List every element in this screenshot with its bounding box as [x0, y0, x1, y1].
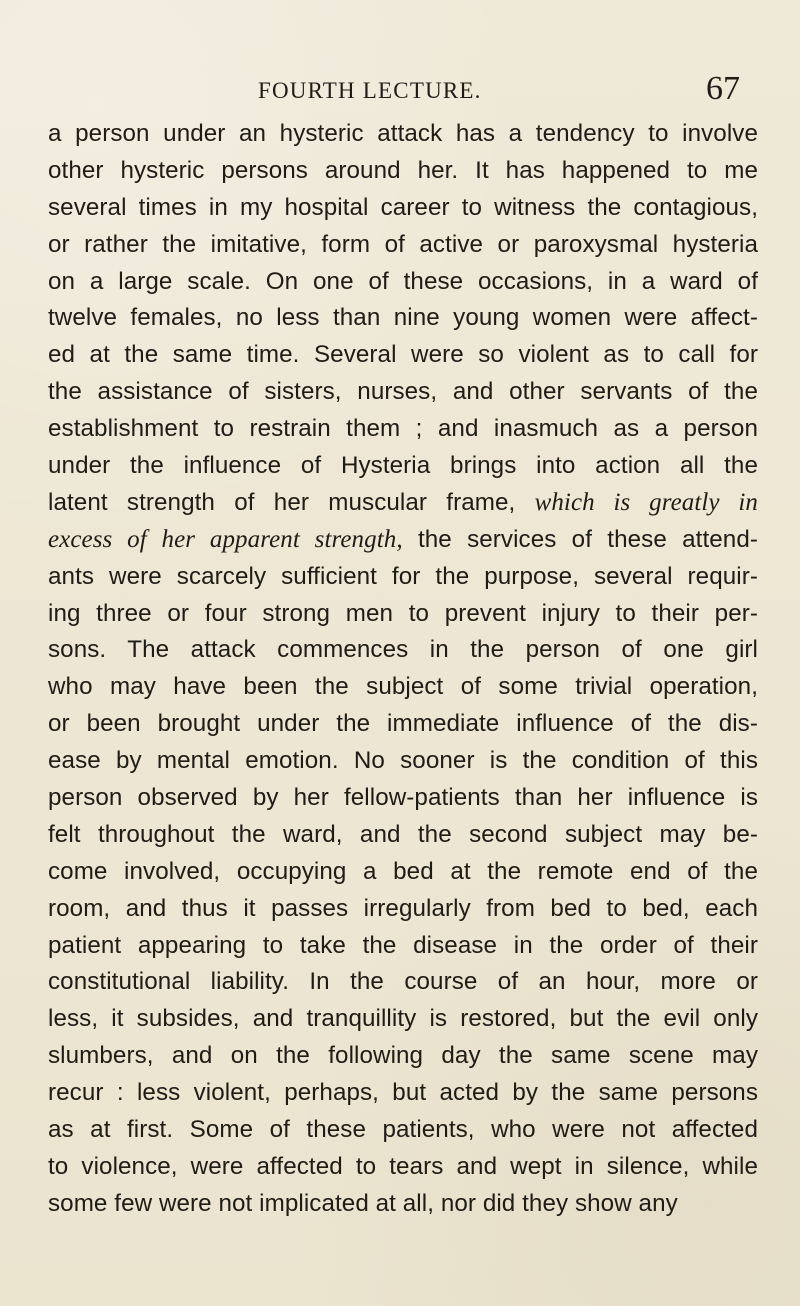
text-line-12: [48, 522, 758, 559]
text-line-9: establishment to restrain them ; and inasmuch as a person: [48, 415, 758, 443]
text-line-17: or been brought under the immediate influence of the dis-: [48, 710, 758, 738]
text-line-15: sons. The attack commences in the person of one girl: [48, 636, 758, 664]
text-line-6: twelve females, no less than nine young women were affect-: [48, 304, 758, 332]
text-line-11-italic: which is greatly in: [534, 488, 758, 516]
text-line-11: [48, 485, 758, 522]
text-line-16: who may have been the subject of some trivial operation,: [48, 673, 758, 701]
text-line-27: recur : less violent, perhaps, but acted by the same persons: [48, 1079, 758, 1107]
text-line-20: felt throughout the ward, and the second subject may be-: [48, 820, 758, 848]
text-line-22: room, and thus it passes irregularly from bed to bed, each: [48, 894, 758, 922]
text-line-4: or rather the imitative, form of active or paroxysmal hysteria: [48, 230, 758, 258]
text-line-12-italic: excess of her apparent strength,: [48, 525, 403, 553]
page-number: 67: [706, 70, 740, 107]
text-line-29: to violence, were affected to tears and wept in silence, while: [48, 1152, 758, 1180]
text-line-10: under the influence of Hysteria brings into action all the: [48, 452, 758, 480]
text-line-8: the assistance of sisters, nurses, and other servants of the: [48, 378, 758, 406]
text-line-30: some few were not implicated at all, nor did they show any: [48, 1189, 678, 1217]
text-line-21: come involved, occupying a bed at the remote end of the: [48, 857, 758, 885]
chapter-title: FOURTH LECTURE.: [258, 78, 482, 103]
text-line-19: person observed by her fellow-patients than her influence is: [48, 784, 758, 812]
text-line-13: ants were scarcely sufficient for the purpose, several requir-: [48, 562, 758, 590]
text-line-18: ease by mental emotion. No sooner is the condition of this: [48, 747, 758, 775]
text-line-12-roman: the services of these attend-: [417, 525, 758, 553]
body-text: [48, 116, 758, 1223]
running-header: [0, 70, 800, 114]
text-line-11-roman: latent strength of her muscular frame,: [48, 488, 516, 516]
text-line-3: several times in my hospital career to witness the contagious,: [48, 193, 758, 221]
text-line-24: constitutional liability. In the course of an hour, more or: [48, 968, 758, 996]
text-line-14: ing three or four strong men to prevent injury to their per-: [48, 599, 758, 627]
text-line-5: on a large scale. On one of these occasions, in a ward of: [48, 267, 758, 295]
text-line-25: less, it subsides, and tranquillity is restored, but the evil only: [48, 1005, 758, 1033]
text-line-2: other hysteric persons around her. It has happened to me: [48, 156, 758, 184]
text-line-23: patient appearing to take the disease in the order of their: [48, 931, 758, 959]
text-line-1: a person under an hysteric attack has a tendency to involve: [48, 120, 758, 147]
text-line-7: ed at the same time. Several were so violent as to call for: [48, 341, 758, 369]
text-line-26: slumbers, and on the following day the same scene may: [48, 1042, 758, 1070]
text-line-28: as at first. Some of these patients, who were not affected: [48, 1116, 758, 1144]
